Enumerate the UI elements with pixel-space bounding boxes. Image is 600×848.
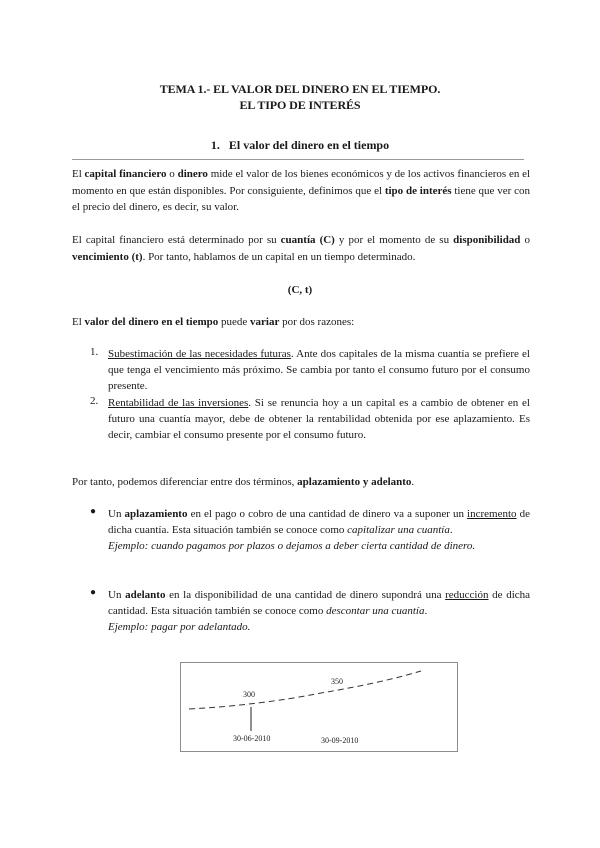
example-adelanto: Ejemplo: pagar por adelantado. bbox=[108, 621, 251, 633]
section-heading bbox=[0, 138, 600, 153]
bullet-adelanto: Un adelanto en la disponibilidad de una cantidad de dinero supondrá una reducción de dicha cantidad. Esta situación también se conoce como descontar una cuantía. Ejemplo: pagar por adelantado. bbox=[108, 589, 531, 633]
document-title-line2: EL TIPO DE INTERÉS bbox=[239, 98, 361, 112]
formula-capital: (C, t) bbox=[287, 284, 313, 296]
bullet-icon: ● bbox=[90, 587, 97, 598]
paragraph-valor-dinero: El valor del dinero en el tiempo puede variar por dos razones: bbox=[72, 316, 355, 328]
date-label-1: 30-06-2010 bbox=[233, 734, 271, 743]
timeline-svg bbox=[181, 663, 457, 751]
date-label-2: 30-09-2010 bbox=[321, 736, 359, 745]
bullet-icon: ● bbox=[90, 506, 97, 517]
section-number: 1. bbox=[210, 138, 220, 152]
bullet-aplazamiento: Un aplazamiento en el pago o cobro de una cantidad de dinero va a suponer un incremento de dicha cuantía. Esta situación también se conoce como capitalizar una cuantía. Ejemplo: cuando pagamos por plazos o dejamos a deber cierta cantidad de dinero. bbox=[108, 508, 530, 552]
value-label-350: 350 bbox=[331, 677, 343, 686]
section-title: El valor del dinero en el tiempo bbox=[228, 138, 390, 152]
document-title-line1: TEMA 1.- EL VALOR DEL DINERO EN EL TIEMPO. bbox=[159, 82, 441, 96]
paragraph-aplazamiento-adelanto: Por tanto, podemos diferenciar entre dos términos, aplazamiento y adelanto. bbox=[72, 476, 415, 488]
list-item-subestimacion: Subestimación de las necesidades futuras. Ante dos capitales de la misma cuantía se prefiere el que tenga el vencimiento más próximo. Se cambia por tanto el consumo futuro por el consumo presente. bbox=[108, 348, 530, 392]
paragraph-cuantia-vencimiento: El capital financiero está determinado por su cuantía (C) y por el momento de su disponibilidad o vencimiento (t). Por tanto, hablamos de un capital en un tiempo determinado. bbox=[72, 234, 531, 263]
section-divider bbox=[72, 159, 524, 160]
list-item-rentabilidad: Rentabilidad de las inversiones. Si se renuncia hoy a un capital es a cambio de obtener en el futuro una cuantía mayor, debe de obtener la rentabilidad obtenida por ese aplazamiento. Es decir, cambiar el consumo presente por el consumo futuro. bbox=[108, 397, 530, 441]
value-label-300: 300 bbox=[243, 690, 255, 699]
list-item-number: 1. bbox=[90, 346, 99, 358]
example-aplazamiento: Ejemplo: cuando pagamos por plazos o dejamos a deber cierta cantidad de dinero. bbox=[108, 540, 476, 552]
timeline-diagram bbox=[180, 662, 458, 752]
timeline-curve bbox=[189, 671, 421, 709]
list-item-number: 2. bbox=[90, 395, 99, 407]
paragraph-capital-financiero: El capital financiero o dinero mide el valor de los bienes económicos y de los activos financieros en el momento en que están disponibles. Por consiguiente, definimos que el tipo de interés tiene que ver con el precio del dinero, es decir, su valor. bbox=[72, 168, 531, 213]
